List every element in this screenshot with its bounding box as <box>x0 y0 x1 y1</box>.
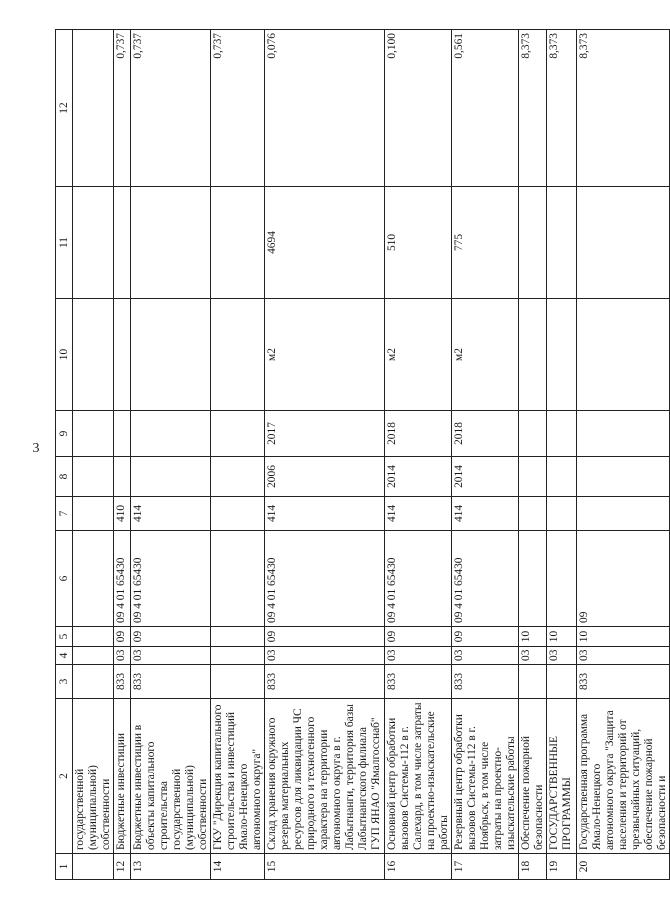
cell-c10 <box>114 299 131 411</box>
col-header: 12 <box>56 30 73 187</box>
cell-c12: 0,100 <box>385 30 452 187</box>
table-row <box>114 30 131 880</box>
budget-table <box>55 29 670 880</box>
cell-c3: 833 <box>114 665 131 699</box>
cell-c4: 03 <box>577 647 670 665</box>
cell-c4: 03 <box>114 647 131 665</box>
cell-c3: 833 <box>265 665 385 699</box>
row-number: 12 <box>114 854 131 880</box>
cell-c6: 09 4 01 65430 <box>452 531 519 627</box>
cell-c11 <box>547 187 577 299</box>
cell-c8 <box>519 457 547 497</box>
cell-c7: 414 <box>265 497 385 531</box>
cell-c12: 0,737 <box>131 30 211 187</box>
row-name: Резервный центр обработки вызовов Системы-112 в г. Ноябрьск, в том числе затраты на проектно-изыскательские работы <box>452 699 519 854</box>
cell-c11 <box>73 187 114 299</box>
cell-c6: 09 4 01 65430 <box>265 531 385 627</box>
table-row <box>519 30 547 880</box>
cell-c10 <box>211 299 265 411</box>
col-header: 9 <box>56 411 73 457</box>
cell-c12 <box>73 30 114 187</box>
cell-c9: 2018 <box>385 411 452 457</box>
cell-c4 <box>211 647 265 665</box>
col-header: 8 <box>56 457 73 497</box>
row-number: 16 <box>385 854 452 880</box>
table-row <box>265 30 385 880</box>
cell-c5: 09 <box>385 627 452 647</box>
cell-c8 <box>211 457 265 497</box>
row-name: государственной (муниципальной) собственности <box>73 699 114 854</box>
col-header: 7 <box>56 497 73 531</box>
table-row <box>577 30 670 880</box>
cell-c11 <box>519 187 547 299</box>
cell-c3: 833 <box>577 665 670 699</box>
cell-c7: 414 <box>452 497 519 531</box>
row-name: ГКУ "Дирекция капитального строительства и инвестиций Ямало-Ненецкого автономного округа" <box>211 699 265 854</box>
row-number: 19 <box>547 854 577 880</box>
col-header: 10 <box>56 299 73 411</box>
cell-c6 <box>211 531 265 627</box>
row-name: Бюджетные инвестиции <box>114 699 131 854</box>
cell-c9 <box>114 411 131 457</box>
cell-c7 <box>547 497 577 531</box>
column-number-row <box>56 30 73 880</box>
cell-c8 <box>131 457 211 497</box>
cell-c10: м2 <box>452 299 519 411</box>
cell-c9 <box>211 411 265 457</box>
cell-c7 <box>73 497 114 531</box>
cell-c7 <box>211 497 265 531</box>
row-number: 18 <box>519 854 547 880</box>
cell-c11: 4694 <box>265 187 385 299</box>
cell-c3 <box>547 665 577 699</box>
col-header: 3 <box>56 665 73 699</box>
cell-c6 <box>519 531 547 627</box>
table-row <box>211 30 265 880</box>
cell-c7 <box>577 497 670 531</box>
cell-c3 <box>73 665 114 699</box>
cell-c5 <box>73 627 114 647</box>
table-row <box>547 30 577 880</box>
cell-c12: 0,737 <box>114 30 131 187</box>
cell-c9 <box>131 411 211 457</box>
cell-c7: 414 <box>131 497 211 531</box>
cell-c11 <box>131 187 211 299</box>
cell-c8: 2014 <box>385 457 452 497</box>
row-name: Обеспечение пожарной безопасности <box>519 699 547 854</box>
table-row <box>385 30 452 880</box>
row-name: Основной центр обработки вызовов Системы-112 в г. Салехард, в том числе затраты на проектно-изыскательские работы <box>385 699 452 854</box>
cell-c6: 09 4 01 65430 <box>114 531 131 627</box>
cell-c12: 8,373 <box>547 30 577 187</box>
cell-c7: 414 <box>385 497 452 531</box>
cell-c10: м2 <box>385 299 452 411</box>
col-header: 5 <box>56 627 73 647</box>
cell-c3: 833 <box>385 665 452 699</box>
table-row <box>131 30 211 880</box>
cell-c3 <box>211 665 265 699</box>
row-name: Государственная программа Ямало-Ненецкого автономного округа "Защита населения и территорий от чрезвычайных ситуаций, обеспечение пожарной безопасности и <box>577 699 670 854</box>
cell-c6: 09 4 01 65430 <box>131 531 211 627</box>
cell-c5: 09 <box>114 627 131 647</box>
cell-c8 <box>547 457 577 497</box>
cell-c4: 03 <box>519 647 547 665</box>
cell-c6: 09 <box>577 531 670 627</box>
cell-c5: 10 <box>547 627 577 647</box>
cell-c4: 03 <box>452 647 519 665</box>
cell-c9 <box>73 411 114 457</box>
cell-c10 <box>73 299 114 411</box>
cell-c3: 833 <box>131 665 211 699</box>
cell-c4: 03 <box>131 647 211 665</box>
row-name: Склад хранения окружного резерва материальных ресурсов для ликвидации ЧС природного и техногенного характера на территории автономного округа в г. Лабытнанги, территория базы Лабытнангского филиала ГУП ЯНАО "Ямалгосснаб" <box>265 699 385 854</box>
col-header: 2 <box>56 699 73 854</box>
cell-c5: 09 <box>452 627 519 647</box>
cell-c10 <box>519 299 547 411</box>
row-name: Бюджетные инвестиции в объекты капитального строительства государственной (муниципальной) собственности <box>131 699 211 854</box>
cell-c5 <box>211 627 265 647</box>
cell-c3 <box>519 665 547 699</box>
cell-c6: 09 4 01 65430 <box>385 531 452 627</box>
cell-c11: 775 <box>452 187 519 299</box>
cell-c10 <box>577 299 670 411</box>
cell-c9: 2017 <box>265 411 385 457</box>
cell-c10: м2 <box>265 299 385 411</box>
cell-c12: 8,373 <box>577 30 670 187</box>
cell-c9 <box>519 411 547 457</box>
cell-c6 <box>547 531 577 627</box>
page-number: 3 <box>32 441 40 456</box>
col-header: 4 <box>56 647 73 665</box>
row-number: 15 <box>265 854 385 880</box>
cell-c12: 0,076 <box>265 30 385 187</box>
table-row <box>73 30 114 880</box>
col-header: 1 <box>56 854 73 880</box>
cell-c12: 8,373 <box>519 30 547 187</box>
cell-c10 <box>547 299 577 411</box>
col-header: 6 <box>56 531 73 627</box>
row-number: 14 <box>211 854 265 880</box>
cell-c9 <box>577 411 670 457</box>
cell-c9 <box>547 411 577 457</box>
cell-c4: 03 <box>547 647 577 665</box>
cell-c7: 410 <box>114 497 131 531</box>
cell-c8 <box>114 457 131 497</box>
cell-c4: 03 <box>265 647 385 665</box>
cell-c12: 0,561 <box>452 30 519 187</box>
cell-c7 <box>519 497 547 531</box>
cell-c4 <box>73 647 114 665</box>
cell-c10 <box>131 299 211 411</box>
cell-c8: 2006 <box>265 457 385 497</box>
row-name: ГОСУДАРСТВЕННЫЕ ПРОГРАММЫ <box>547 699 577 854</box>
row-number: 17 <box>452 854 519 880</box>
cell-c5: 09 <box>265 627 385 647</box>
cell-c5: 10 <box>519 627 547 647</box>
cell-c6 <box>73 531 114 627</box>
row-number <box>73 854 114 880</box>
table-row <box>452 30 519 880</box>
cell-c9: 2018 <box>452 411 519 457</box>
rotated-table-wrapper <box>55 30 668 880</box>
cell-c11 <box>577 187 670 299</box>
cell-c5: 10 <box>577 627 670 647</box>
cell-c8: 2014 <box>452 457 519 497</box>
row-number: 13 <box>131 854 211 880</box>
cell-c3: 833 <box>452 665 519 699</box>
col-header: 11 <box>56 187 73 299</box>
cell-c4: 03 <box>385 647 452 665</box>
cell-c11 <box>114 187 131 299</box>
cell-c12: 0,737 <box>211 30 265 187</box>
cell-c8 <box>73 457 114 497</box>
row-number: 20 <box>577 854 670 880</box>
cell-c11 <box>211 187 265 299</box>
cell-c5: 09 <box>131 627 211 647</box>
cell-c8 <box>577 457 670 497</box>
cell-c11: 510 <box>385 187 452 299</box>
